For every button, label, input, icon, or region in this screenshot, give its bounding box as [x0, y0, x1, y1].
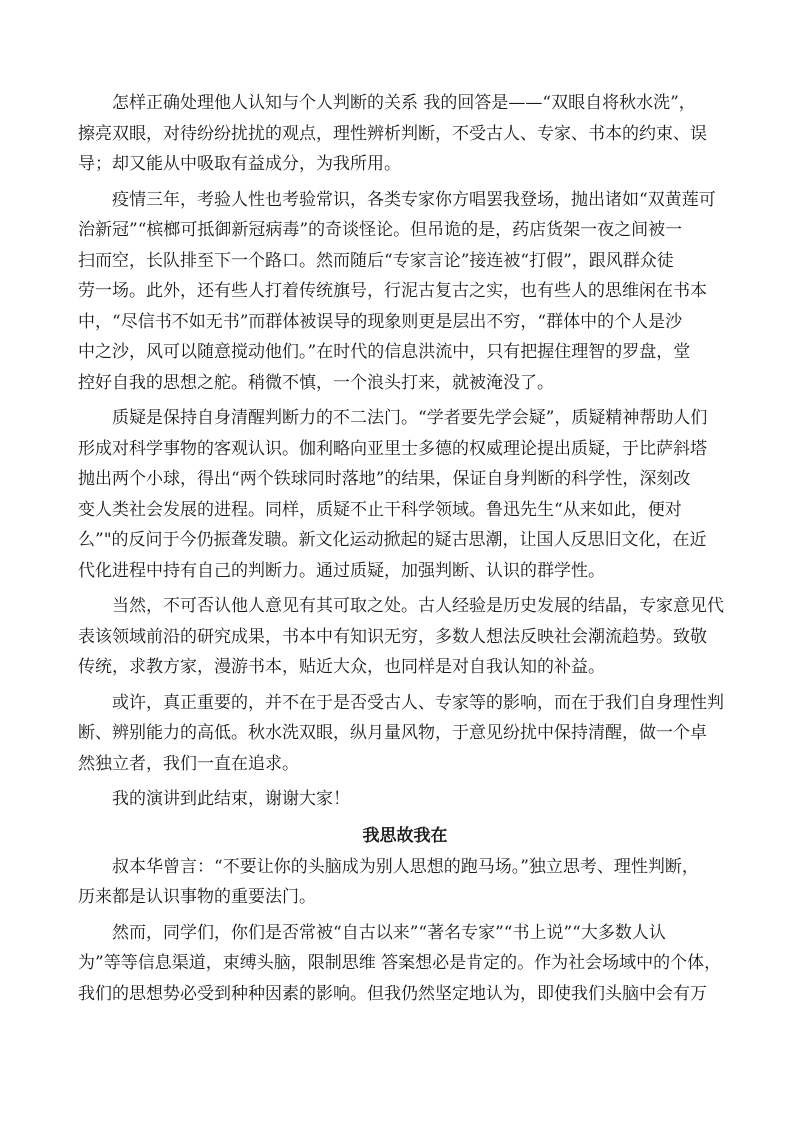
text-line: 表该领域前沿的研究成果，书本中有知识无穷，多数人想法反映社会潮流趋势。致敬: [78, 626, 707, 647]
text-line: 代化进程中持有自己的判断力。通过质疑，加强判断、认识的群学性。: [78, 560, 605, 581]
paragraph: [78, 185, 732, 399]
text-line: 断、辨别能力的高低。秋水洗双眼，纵月量风物，于意见纷扰中保持清醒，做一个卓: [78, 723, 707, 743]
text-line: 么”"的反问于今仍振聋发聩。新文化运动掀起的疑古思潮，让国人反思旧文化，在近: [78, 530, 707, 550]
text-line: 治新冠”“槟榔可抵御新冠病毒”的奇谈怪论。但吊诡的是，药店货架一夜之间被一: [78, 220, 683, 240]
text-line: 叔本华曾言：“不要让你的头脑成为别人思想的跑马场。”独立思考、理性判断，: [112, 856, 699, 877]
document-page: [78, 88, 732, 1014]
text-line: 质疑是保持自身清醒判断力的不二法门。“学者要先学会疑”，质疑精神帮助人们: [112, 408, 708, 428]
essay-body: [78, 88, 732, 815]
essay-title: 我思故我在: [362, 825, 448, 846]
text-line: 劳一场。此外，还有些人打着传统旗号，行泥古复古之实，也有些人的思维闲在书本: [78, 281, 707, 301]
text-line: 抛出两个小球，得出“两个铁球同时落地”的结果，保证自身判断的科学性，深刻改: [78, 469, 691, 489]
paragraph: [78, 591, 732, 683]
essay-body-2: [78, 852, 732, 1010]
text-line: 我的演讲到此结束，谢谢大家！: [112, 789, 350, 809]
text-line: 当然，不可否认他人意见有其可取之处。古人经验是历史发展的结晶，专家意见代: [112, 596, 724, 616]
text-line: 疫情三年，考验人性也考验常识，各类专家你方唱罢我登场，抛出诸如“双黄莲可: [112, 189, 716, 210]
text-line: 控好自我的思想之舵。稍微不慎，一个浪头打来，就被淹没了。: [78, 372, 554, 393]
text-line: 或许，真正重要的，并不在于是否受古人、专家等的影响，而在于我们自身理性判: [112, 692, 724, 713]
text-line: 我们的思想势必受到种种因素的影响。但我仍然坚定地认为，即使我们头脑中会有万: [78, 983, 707, 1004]
text-line: 中，“尽信书不如无书”而群体被误导的现象则更是层出不穷，“群体中的个人是沙: [78, 311, 683, 332]
text-line: 然独立者，我们一直在追求。: [78, 753, 299, 774]
text-line: 擦亮双眼，对待纷纷扰扰的观点，理性辨析判断，不受古人、专家、书本的约束、误: [78, 123, 707, 144]
text-line: 导；却又能从中吸取有益成分，为我所用。: [78, 154, 401, 174]
paragraph: [78, 403, 732, 586]
text-line: 然而，同学们，你们是否常被“自古以来”“著名专家”“书上说”“大多数人认: [112, 922, 666, 943]
paragraph: [78, 852, 732, 913]
text-line: 形成对科学事物的客观认识。伽利略向亚里士多德的权威理论提出质疑，于比萨斜塔: [78, 438, 707, 459]
text-line: 历来都是认识事物的重要法门。: [78, 887, 316, 907]
text-line: 中之沙，风可以随意搅动他们。”在时代的信息洪流中，只有把握住理智的罗盘，堂: [78, 342, 691, 362]
text-line: 传统，求教方家，漫游书本，贴近大众，也同样是对自我认知的补益。: [78, 657, 605, 677]
text-line: 为”等等信息渠道，束缚头脑，限制思维 答案想必是肯定的。作为社会场域中的个体，: [78, 953, 722, 973]
text-line: 变人类社会发展的进程。同样，质疑不止干科学领域。鲁迅先生“从来如此，便对: [78, 499, 682, 520]
text-line: 扫而空，长队排至下一个路口。然而随后“专家言论”接连被“打假”，跟风群众徒: [78, 250, 674, 271]
paragraph: [78, 688, 732, 780]
text-line: 怎样正确处理他人认知与个人判断的关系 我的回答是——“双眼自将秋水洗”，: [112, 93, 696, 113]
paragraph: [78, 784, 732, 815]
paragraph: [78, 918, 732, 1010]
paragraph: [78, 88, 732, 180]
